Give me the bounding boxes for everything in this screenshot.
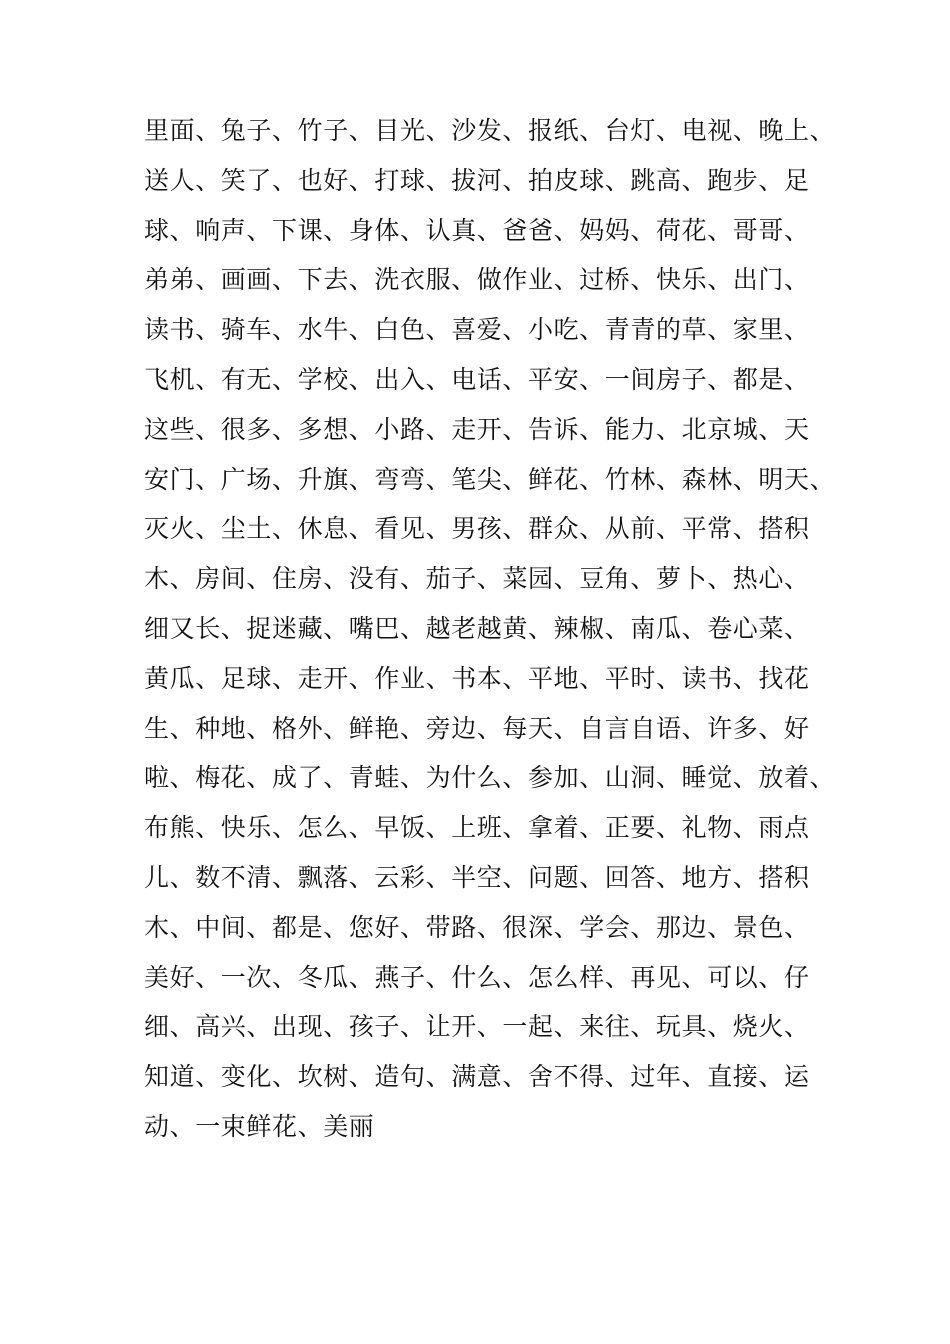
text-line: 飞机、有无、学校、出入、电话、平安、一间房子、都是、 <box>144 364 810 394</box>
text-line: 木、中间、都是、您好、带路、很深、学会、那边、景色、 <box>144 912 810 942</box>
text-line: 知道、变化、坎树、造句、满意、舍不得、过年、直接、运 <box>144 1062 810 1092</box>
text-line: 里面、兔子、竹子、目光、沙发、报纸、台灯、电视、晚上、 <box>144 116 836 145</box>
text-line: 送人、笑了、也好、打球、拔河、拍皮球、跳高、跑步、足 <box>144 165 810 195</box>
text-line: 灭火、尘土、休息、看见、男孩、群众、从前、平常、搭积 <box>144 514 810 544</box>
text-line: 美好、一次、冬瓜、燕子、什么、怎么样、再见、可以、仔 <box>144 962 810 992</box>
word-list <box>144 106 836 1152</box>
text-line: 布熊、快乐、怎么、早饭、上班、拿着、正要、礼物、雨点 <box>144 813 810 843</box>
text-line: 这些、很多、多想、小路、走开、告诉、能力、北京城、天 <box>144 414 810 444</box>
text-line: 木、房间、住房、没有、茄子、菜园、豆角、萝卜、热心、 <box>144 564 810 594</box>
text-line: 黄瓜、足球、走开、作业、书本、平地、平时、读书、找花 <box>144 663 810 693</box>
text-line: 弟弟、画画、下去、洗衣服、做作业、过桥、快乐、出门、 <box>144 265 810 295</box>
text-line: 球、响声、下课、身体、认真、爸爸、妈妈、荷花、哥哥、 <box>144 215 810 245</box>
text-line: 安门、广场、升旗、弯弯、笔尖、鲜花、竹林、森林、明天、 <box>144 464 836 494</box>
text-line: 啦、梅花、成了、青蛙、为什么、参加、山洞、睡觉、放着、 <box>144 763 836 793</box>
text-line: 细、高兴、出现、孩子、让开、一起、来往、玩具、烧火、 <box>144 1012 810 1042</box>
text-line: 读书、骑车、水牛、白色、喜爱、小吃、青青的草、家里、 <box>144 315 810 345</box>
text-line: 细又长、捉迷藏、嘴巴、越老越黄、辣椒、南瓜、卷心菜、 <box>144 613 810 643</box>
text-line: 儿、数不清、飘落、云彩、半空、问题、回答、地方、搭积 <box>144 862 810 892</box>
text-line: 生、种地、格外、鲜艳、旁边、每天、自言自语、许多、好 <box>144 713 810 743</box>
text-line: 动、一束鲜花、美丽 <box>144 1111 375 1141</box>
